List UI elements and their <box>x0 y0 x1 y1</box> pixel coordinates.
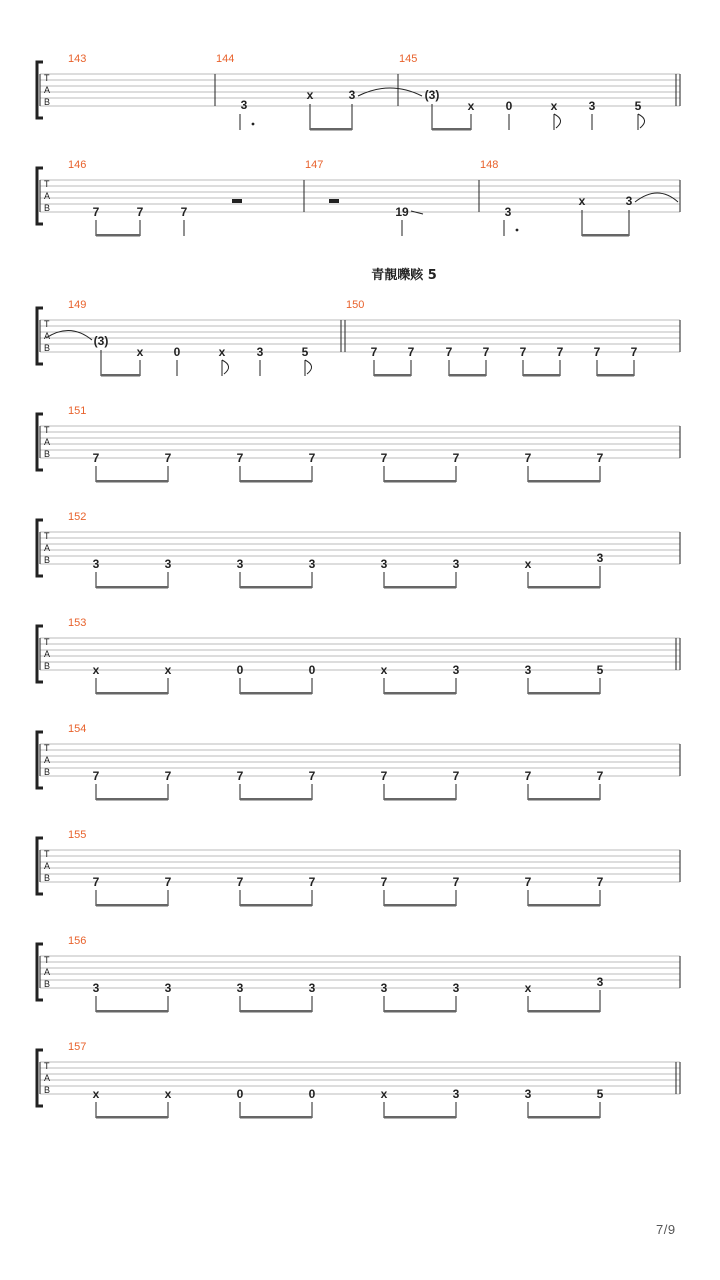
tab-clef-b: B <box>44 449 51 459</box>
fret-number: 3 <box>240 98 248 112</box>
fret-number: 5 <box>634 99 642 113</box>
fret-number: 0 <box>308 663 316 677</box>
fret-number: x <box>218 345 226 359</box>
measure-number: 154 <box>68 723 87 735</box>
tab-clef-t: T <box>44 319 50 329</box>
fret-number: 3 <box>452 663 460 677</box>
fret-number: 7 <box>445 345 453 359</box>
tab-system-4 <box>37 405 680 483</box>
tab-clef-a: A <box>44 543 51 553</box>
measure-number: 147 <box>305 159 324 171</box>
tab-clef-t: T <box>44 743 50 753</box>
fret-number: x <box>164 663 172 677</box>
beam <box>528 692 600 695</box>
tab-system-9 <box>37 935 680 1013</box>
fret-number: 7 <box>370 345 378 359</box>
fret-number: x <box>578 194 586 208</box>
tab-clef-b: B <box>44 661 51 671</box>
fret-number: 7 <box>236 769 244 783</box>
beam <box>240 692 312 695</box>
tab-clef-t: T <box>44 531 50 541</box>
fret-number: 5 <box>301 345 309 359</box>
beam <box>384 692 456 695</box>
fret-number: 7 <box>236 875 244 889</box>
fret-number: 3 <box>452 1087 460 1101</box>
beam <box>384 586 456 589</box>
fret-number: 7 <box>452 769 460 783</box>
beam <box>384 1010 456 1013</box>
beam <box>384 904 456 907</box>
beam <box>240 1116 312 1119</box>
tab-clef-b: B <box>44 97 51 107</box>
tab-clef-a: A <box>44 649 51 659</box>
beam <box>240 904 312 907</box>
fret-number: 7 <box>164 769 172 783</box>
beam <box>449 374 486 377</box>
dot <box>252 123 255 126</box>
fret-number: 5 <box>596 663 604 677</box>
fret-number: (3) <box>424 88 440 102</box>
fret-number: 7 <box>92 875 100 889</box>
tab-clef-t: T <box>44 849 50 859</box>
fret-number: 7 <box>556 345 564 359</box>
beam <box>96 692 168 695</box>
fret-number: 7 <box>596 769 604 783</box>
measure-number: 156 <box>68 935 87 947</box>
beam <box>432 128 471 131</box>
fret-number: x <box>92 663 100 677</box>
beam <box>96 480 168 483</box>
measure-number: 144 <box>216 53 235 65</box>
fret-number: 3 <box>452 981 460 995</box>
beam <box>240 1010 312 1013</box>
fret-number: 3 <box>236 981 244 995</box>
tab-clef-b: B <box>44 979 51 989</box>
section-label: 青靚嚛赅 5 <box>371 268 437 283</box>
fret-number: 7 <box>407 345 415 359</box>
tab-clef-b: B <box>44 873 51 883</box>
beam <box>101 374 140 377</box>
tab-system-3 <box>37 299 680 377</box>
tab-system-7 <box>37 723 680 801</box>
tab-clef-b: B <box>44 555 51 565</box>
fret-number: 7 <box>524 451 532 465</box>
beam <box>528 586 600 589</box>
beam <box>384 480 456 483</box>
fret-number: 7 <box>482 345 490 359</box>
measure-number: 145 <box>399 53 418 65</box>
fret-number: 7 <box>92 769 100 783</box>
measure-number: 155 <box>68 829 87 841</box>
beam <box>384 798 456 801</box>
beam <box>523 374 560 377</box>
fret-number: 3 <box>524 663 532 677</box>
fret-number: x <box>380 1087 388 1101</box>
fret-number: x <box>524 557 532 571</box>
beam <box>528 1010 600 1013</box>
measure-number: 153 <box>68 617 87 629</box>
fret-number: x <box>306 88 314 102</box>
fret-number: 3 <box>380 981 388 995</box>
beam <box>96 798 168 801</box>
tab-clef-a: A <box>44 967 51 977</box>
fret-number: 0 <box>505 99 513 113</box>
beam <box>240 480 312 483</box>
tab-system-8 <box>37 829 680 907</box>
beam <box>96 1116 168 1119</box>
beam <box>528 480 600 483</box>
tab-clef-a: A <box>44 755 51 765</box>
fret-number: 3 <box>625 194 633 208</box>
fret-number: x <box>164 1087 172 1101</box>
fret-number: 7 <box>593 345 601 359</box>
beam <box>96 904 168 907</box>
page-number: 7/9 <box>656 1222 676 1237</box>
measure-number: 150 <box>346 299 365 311</box>
fret-number: 3 <box>92 981 100 995</box>
fret-number: 7 <box>380 769 388 783</box>
tab-clef-b: B <box>44 1085 51 1095</box>
tab-clef-b: B <box>44 203 51 213</box>
beam <box>96 586 168 589</box>
tab-system-2 <box>37 159 680 237</box>
beam <box>310 128 352 131</box>
fret-number: 0 <box>236 1087 244 1101</box>
fret-number: 7 <box>308 875 316 889</box>
tab-clef-a: A <box>44 331 51 341</box>
measure-number: 149 <box>68 299 87 311</box>
flag <box>305 360 312 374</box>
fret-number: 3 <box>236 557 244 571</box>
tab-clef-t: T <box>44 1061 50 1071</box>
measure-number: 151 <box>68 405 87 417</box>
fret-number: x <box>550 99 558 113</box>
beam <box>582 234 629 237</box>
tab-clef-t: T <box>44 425 50 435</box>
fret-number: 0 <box>308 1087 316 1101</box>
beam <box>528 904 600 907</box>
fret-number: 7 <box>524 875 532 889</box>
fret-number: x <box>136 345 144 359</box>
tab-clef-t: T <box>44 73 50 83</box>
fret-number: (3) <box>93 334 109 348</box>
tab-clef-a: A <box>44 861 51 871</box>
fret-number: 7 <box>308 451 316 465</box>
tab-clef-t: T <box>44 637 50 647</box>
fret-number: 3 <box>256 345 264 359</box>
fret-number: 3 <box>504 205 512 219</box>
fret-number: 7 <box>519 345 527 359</box>
rest <box>232 199 242 203</box>
tab-systems-single-measure <box>37 405 680 1119</box>
tab-clef-a: A <box>44 85 51 95</box>
dot <box>516 229 519 232</box>
fret-number: 7 <box>452 451 460 465</box>
fret-number: 0 <box>236 663 244 677</box>
measure-number: 157 <box>68 1041 87 1053</box>
fret-number: 7 <box>596 451 604 465</box>
tab-system-6 <box>37 617 680 695</box>
measure-number: 152 <box>68 511 87 523</box>
beam <box>96 1010 168 1013</box>
tab-clef-a: A <box>44 1073 51 1083</box>
measure-number: 143 <box>68 53 87 65</box>
fret-number: 0 <box>173 345 181 359</box>
fret-number: 7 <box>180 205 188 219</box>
measure-number: 146 <box>68 159 87 171</box>
rest <box>329 199 339 203</box>
tab-clef-t: T <box>44 955 50 965</box>
fret-number: 3 <box>524 1087 532 1101</box>
fret-number: 19 <box>395 205 409 219</box>
beam <box>240 586 312 589</box>
beam <box>528 798 600 801</box>
fret-number: x <box>92 1087 100 1101</box>
fret-number: 7 <box>236 451 244 465</box>
beam <box>384 1116 456 1119</box>
tab-clef-b: B <box>44 767 51 777</box>
fret-number: 7 <box>136 205 144 219</box>
flag <box>222 360 229 374</box>
fret-number: 7 <box>92 205 100 219</box>
tab-clef-a: A <box>44 437 51 447</box>
flag <box>554 114 561 128</box>
fret-number: 7 <box>452 875 460 889</box>
measure-number: 148 <box>480 159 499 171</box>
fret-number: 3 <box>596 975 604 989</box>
fret-number: 7 <box>164 451 172 465</box>
tab-system-1 <box>37 53 680 131</box>
fret-number: 7 <box>524 769 532 783</box>
fret-number: 3 <box>348 88 356 102</box>
fret-number: 7 <box>164 875 172 889</box>
fret-number: 7 <box>380 451 388 465</box>
fret-number: 3 <box>588 99 596 113</box>
fret-number: 7 <box>380 875 388 889</box>
fret-number: 3 <box>308 557 316 571</box>
tab-clef-b: B <box>44 343 51 353</box>
fret-number: 7 <box>630 345 638 359</box>
beam <box>374 374 411 377</box>
fret-number: 3 <box>164 557 172 571</box>
fret-number: x <box>524 981 532 995</box>
fret-number: 3 <box>164 981 172 995</box>
tab-clef-a: A <box>44 191 51 201</box>
tab-system-10 <box>37 1041 680 1119</box>
flag <box>638 114 645 128</box>
fret-number: 3 <box>92 557 100 571</box>
fret-number: 7 <box>92 451 100 465</box>
fret-number: 3 <box>308 981 316 995</box>
fret-number: x <box>467 99 475 113</box>
fret-number: 7 <box>596 875 604 889</box>
fret-number: 7 <box>308 769 316 783</box>
fret-number: x <box>380 663 388 677</box>
tab-system-5 <box>37 511 680 589</box>
beam <box>240 798 312 801</box>
beam <box>96 234 140 237</box>
tab-clef-t: T <box>44 179 50 189</box>
fret-number: 5 <box>596 1087 604 1101</box>
beam <box>528 1116 600 1119</box>
fret-number: 3 <box>380 557 388 571</box>
fret-number: 3 <box>596 551 604 565</box>
beam <box>597 374 634 377</box>
fret-number: 3 <box>452 557 460 571</box>
